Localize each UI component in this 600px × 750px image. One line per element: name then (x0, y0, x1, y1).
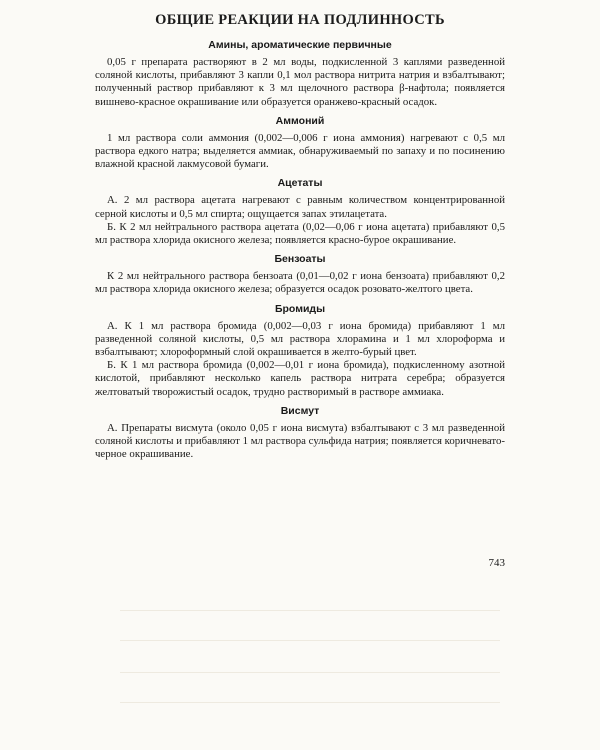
section-heading: Амины, ароматические первичные (208, 39, 392, 51)
paragraph: А. 2 мл раствора ацетата нагревают с равным количеством концентрированной серной кислоты и 0,5 мл спирта; ощущается запах этилацетата. (95, 194, 505, 220)
page-number: 743 (488, 557, 505, 569)
section-benzoates (95, 253, 505, 296)
paragraph: Б. К 2 мл нейтрального раствора ацетата (0,02—0,06 г иона ацетата) прибавляют 0,5 мл раствора хлорида окисного железа; появляется красно-бурое окрашивание. (95, 220, 505, 247)
page (95, 0, 505, 569)
section-heading: Бромиды (274, 302, 326, 315)
section-heading: Висмут (280, 404, 320, 417)
paragraph: 1 мл раствора соли аммония (0,002—0,006 г иона аммония) нагревают с 0,5 мл раствора едкого натра; выделяется аммиак, обнаруживаемый по запаху и по посинению влажной красной лакмусовой бумаги. (95, 131, 505, 171)
paragraph: 0,05 г препарата растворяют в 2 мл воды, подкисленной 3 каплями разведенной соляной кислоты, прибавляют 3 капли 0,1 мол раствора нитрита натрия и взбалтывают; полученный раствор прибавляют к 3 мл щелочного раствора β-нафтола; появляется вишнево-красное окрашивание или образуется оранжево-красный осадок. (95, 56, 505, 108)
section-bismuth (95, 405, 505, 462)
paragraph: А. К 1 мл раствора бромида (0,002—0,03 г иона бромида) прибавляют 1 мл разведенной соляной кислоты, 0,5 мл раствора хлорамина и 1 мл хлороформа и взбалтывают; хлороформный слой окрашивается в желто-бурый цвет. (95, 319, 505, 359)
bleed-through-line (120, 672, 500, 673)
paragraph: К 2 мл нейтрального раствора бензоата (0,01—0,02 г иона бензоата) прибавляют 0,2 мл раствора хлорида окисного железа; образуется осадок розовато-желтого цвета. (95, 270, 505, 296)
paragraph: А. Препараты висмута (около 0,05 г иона висмута) взбалтывают с 3 мл разведенной соляной кислоты и прибавляют 1 мл раствора сульфида натрия; появляется коричневато-черное окрашивание. (95, 421, 505, 461)
section-bromides (95, 303, 505, 399)
paragraph: Б. К 1 мл раствора бромида (0,002—0,01 г иона бромида), подкисленному азотной кислотой, прибавляют несколько капель раствора нитрата серебра; образуется желтоватый творожистый осадок, трудно растворимый в растворе аммиака. (95, 359, 505, 398)
section-heading: Бензоаты (274, 253, 326, 266)
bleed-through-line (120, 702, 500, 703)
section-ammonium (95, 115, 505, 172)
section-heading: Ацетаты (277, 177, 323, 190)
bleed-through-line (120, 640, 500, 641)
section-heading: Аммоний (275, 114, 325, 127)
section-acetates (95, 177, 505, 247)
bleed-through-line (120, 610, 500, 611)
page-title: ОБЩИЕ РЕАКЦИИ НА ПОДЛИННОСТЬ (155, 12, 445, 28)
section-amines (95, 39, 505, 109)
